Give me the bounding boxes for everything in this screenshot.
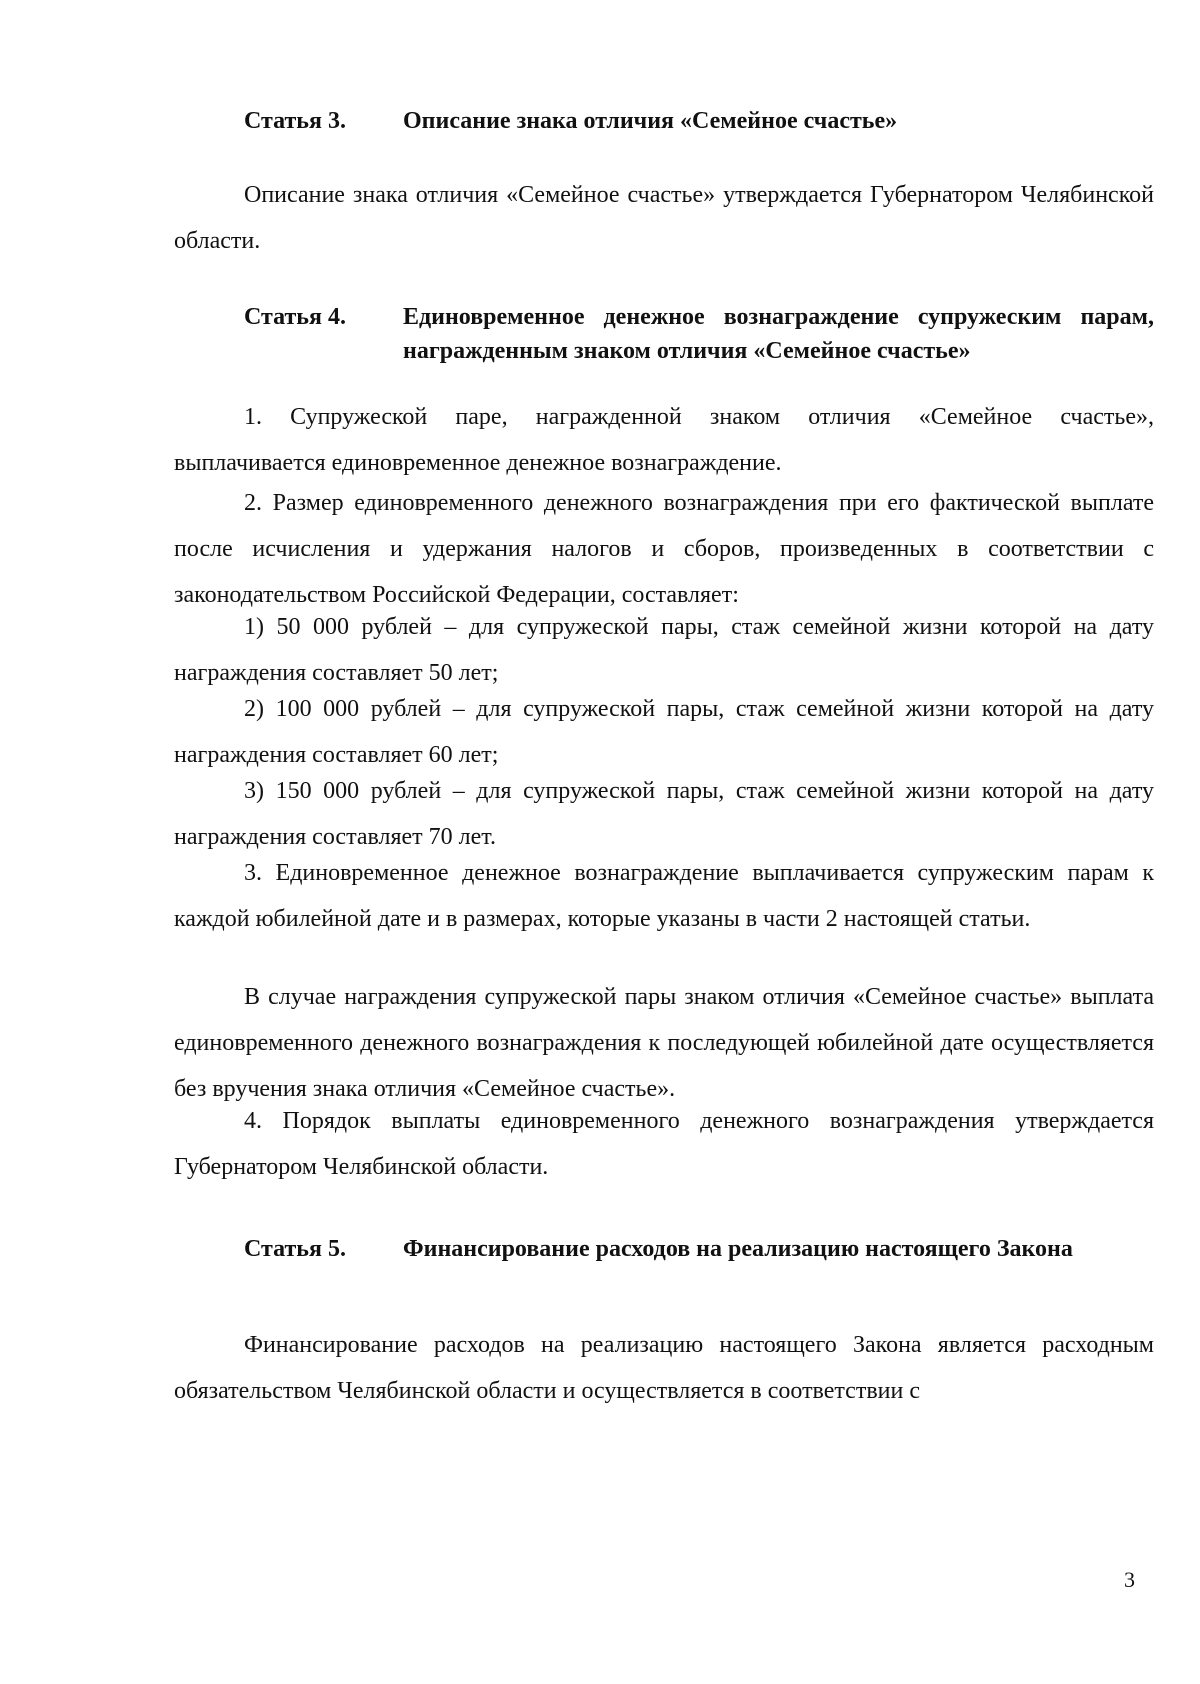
page-number: 3 [1124, 1567, 1135, 1592]
paragraph: Финансирование расходов на реализацию настоящего Закона является расходным обязательством Челябинской области и осуществляется в соответствии с [174, 1332, 1154, 1404]
paragraph: 2) 100 000 рублей – для супружеской пары, стаж семейной жизни которой на дату награждения составляет 60 лет; [174, 696, 1154, 768]
article-title: Единовременное денежное вознаграждение супружеским парам, награжденным знаком отличия «Семейное счастье» [403, 304, 1154, 364]
article-5-heading [174, 1232, 1154, 1266]
article-3-heading [174, 104, 1154, 138]
article-4-heading [174, 300, 1154, 368]
paragraph: В случае награждения супружеской пары знаком отличия «Семейное счастье» выплата единовременного денежного вознаграждения к последующей юбилейной дате осуществляется без вручения знака отличия «Семейное счастье». [174, 984, 1154, 1102]
paragraph: 3) 150 000 рублей – для супружеской пары, стаж семейной жизни которой на дату награждения составляет 70 лет. [174, 778, 1154, 850]
paragraph: 3. Единовременное денежное вознаграждение выплачивается супружеским парам к каждой юбилейной дате и в размерах, которые указаны в части 2 настоящей статьи. [174, 860, 1154, 932]
paragraph: 1. Супружеской паре, награжденной знаком отличия «Семейное счастье», выплачивается единовременное денежное вознаграждение. [174, 404, 1154, 476]
article-number: Статья 5. [244, 1236, 346, 1262]
article-title: Описание знака отличия «Семейное счастье» [403, 108, 898, 134]
paragraph: Описание знака отличия «Семейное счастье» утверждается Губернатором Челябинской области. [174, 182, 1154, 254]
article-number: Статья 3. [244, 108, 346, 134]
paragraph: 2. Размер единовременного денежного вознаграждения при его фактической выплате после исчисления и удержания налогов и сборов, произведенных в соответствии с законодательством Российской Федерации, составляет: [174, 490, 1154, 608]
article-title: Финансирование расходов на реализацию настоящего Закона [403, 1236, 1073, 1262]
article-number: Статья 4. [244, 304, 346, 330]
paragraph: 1) 50 000 рублей – для супружеской пары, стаж семейной жизни которой на дату награждения составляет 50 лет; [174, 614, 1154, 686]
paragraph: 4. Порядок выплаты единовременного денежного вознаграждения утверждается Губернатором Челябинской области. [174, 1108, 1154, 1180]
